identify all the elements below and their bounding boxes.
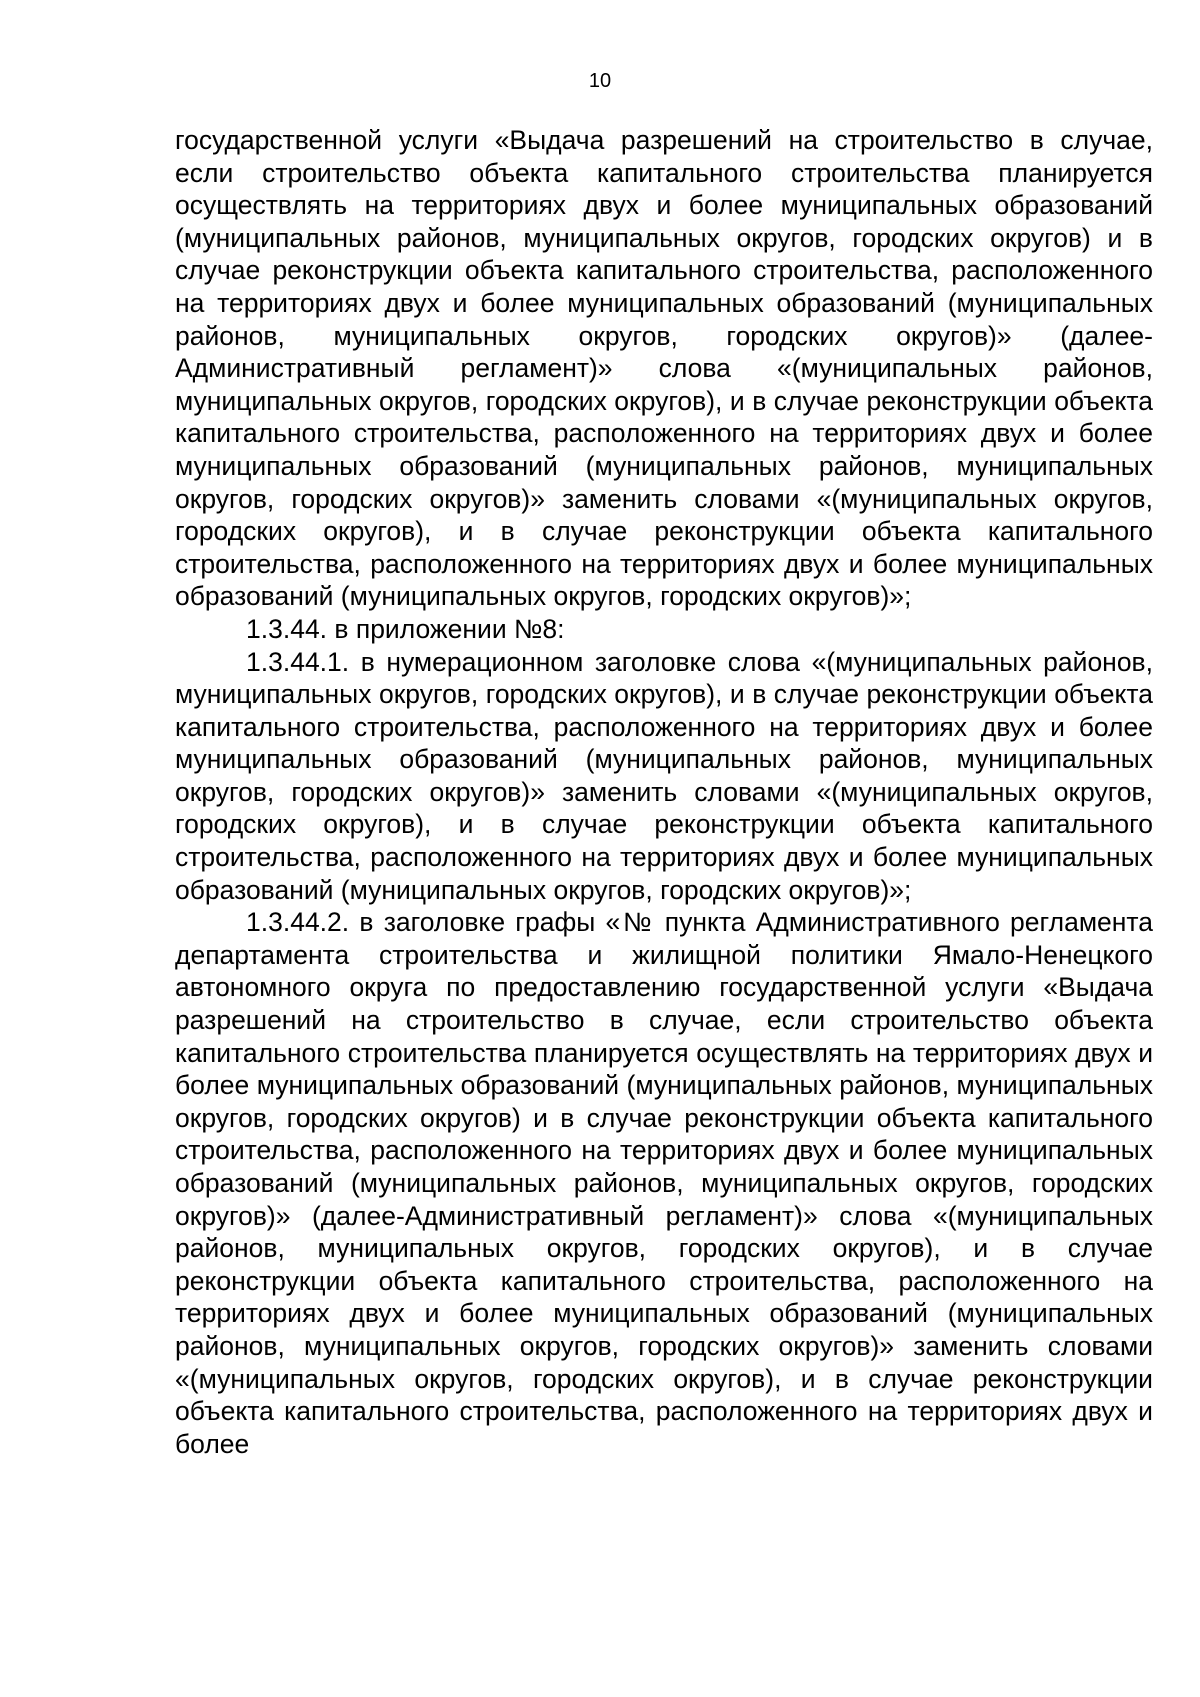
paragraph-continuation: государственной услуги «Выдача разрешений на строительство в случае, если строительство объекта капитального строительства планируется осуществлять на территориях двух и более муниципальных образований (муниципальных районов, муниципальных округов, городских округов) и в случае реконструкции объекта капитального строительства, расположенного на территориях двух и более муниципальных образований (муниципальных районов, муниципальных округов, городских округов)» (далее-Административный регламент)» слова «(муниципальных районов, муниципальных округов, городских округов), и в случае реконструкции объекта капитального строительства, расположенного на территориях двух и более муниципальных образований (муниципальных районов, муниципальных округов, городских округов)» заменить словами «(муниципальных округов, городских округов), и в случае реконструкции объекта капитального строительства, расположенного на территориях двух и более муниципальных образований (муниципальных округов, городских округов)»; (175, 125, 1153, 612)
paragraph-1-3-44-1: 1.3.44.1. в нумерационном заголовке слова «(муниципальных районов, муниципальных округов, городских округов), и в случае реконструкции объекта капитального строительства, расположенного на территориях двух и более муниципальных образований (муниципальных районов, муниципальных округов, городских округов)» заменить словами «(муниципальных округов, городских округов), и в случае реконструкции объекта капитального строительства, расположенного на территориях двух и более муниципальных образований (муниципальных округов, городских округов)»; (175, 646, 1153, 905)
page-number: 10 (588, 70, 612, 92)
document-body (175, 124, 1153, 1460)
paragraph-1-3-44-2: 1.3.44.2. в заголовке графы «№ пункта Административного регламента департамента строительства и жилищной политики Ямало-Ненецкого автономного округа по предоставлению государственной услуги «Выдача разрешений на строительство в случае, если строительство объекта капитального строительства планируется осуществлять на территориях двух и более муниципальных образований (муниципальных районов, муниципальных округов, городских округов) и в случае реконструкции объекта капитального строительства, расположенного на территориях двух и более муниципальных образований (муниципальных районов, муниципальных округов, городских округов)» (далее-Административный регламент)» слова «(муниципальных районов, муниципальных округов, городских округов), и в случае реконструкции объекта капитального строительства, расположенного на территориях двух и более муниципальных образований (муниципальных районов, муниципальных округов, городских округов)» заменить словами «(муниципальных округов, городских округов), и в случае реконструкции объекта капитального строительства, расположенного на территориях двух и более (175, 907, 1153, 1459)
paragraph-1-3-44: 1.3.44. в приложении №8: (246, 613, 565, 644)
